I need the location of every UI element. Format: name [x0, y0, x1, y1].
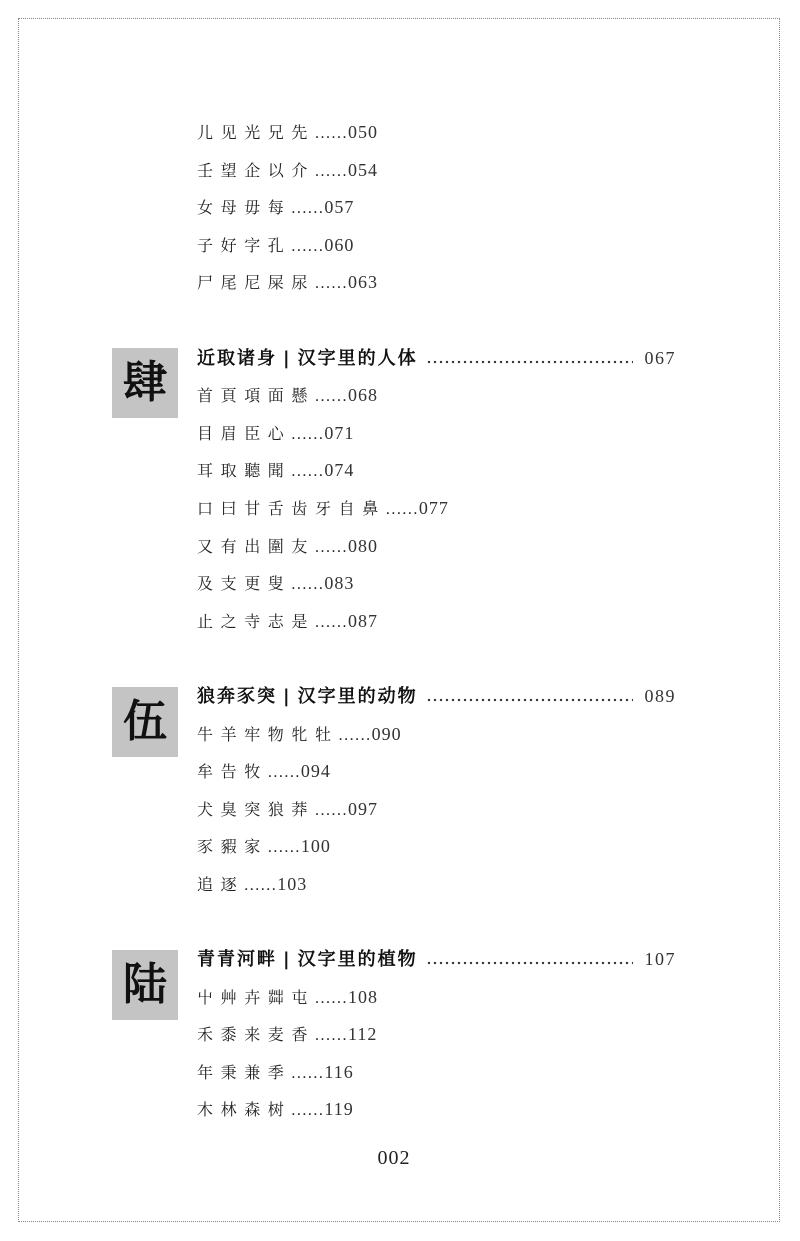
page-number: 002	[377, 1147, 411, 1169]
entry-leader: ......	[315, 388, 349, 406]
toc-section	[123, 340, 697, 641]
section-page-number: 067	[644, 347, 676, 368]
toc-entry	[197, 152, 697, 190]
entry-page-number: 112	[348, 1024, 378, 1045]
entry-leader: ......	[315, 538, 349, 556]
section-numeral: 肆	[123, 357, 167, 409]
toc-entry	[197, 490, 697, 528]
entry-title: 首頁項面懸	[197, 386, 316, 406]
entry-title: 豕豭家	[197, 837, 268, 857]
toc-entry	[197, 227, 697, 265]
entry-title: 禾黍来麦香	[197, 1025, 316, 1045]
entry-title: 及支更叟	[197, 574, 292, 594]
entry-leader: ......	[315, 275, 349, 293]
entry-page-number: 074	[324, 460, 355, 481]
entry-title: 牟告牧	[197, 762, 268, 782]
dot-leader	[426, 941, 633, 979]
title-separator: |	[283, 685, 292, 707]
entry-page-number: 119	[324, 1099, 354, 1120]
toc-entry	[197, 979, 697, 1017]
entry-title: 屮艸卉茻屯	[197, 987, 316, 1007]
entry-leader: ......	[291, 200, 325, 218]
entry-leader: ......	[267, 764, 301, 782]
entry-page-number: 071	[324, 422, 355, 443]
toc-entry	[197, 565, 697, 603]
toc-entry	[197, 716, 697, 754]
section-header	[197, 678, 676, 716]
entry-title: 壬望企以介	[197, 160, 316, 180]
section-page-number: 089	[644, 685, 676, 706]
section-subtitle: 汉字里的动物	[297, 685, 418, 707]
dot-leader	[426, 340, 633, 378]
entry-page-number: 097	[348, 798, 379, 819]
entry-leader: ......	[291, 237, 325, 255]
section-title: 近取诸身	[197, 347, 277, 369]
entry-leader: ......	[338, 726, 372, 744]
section-numeral-box	[112, 687, 178, 757]
section-numeral-box	[112, 950, 178, 1020]
toc-entry	[197, 264, 697, 302]
toc-section	[123, 941, 697, 1129]
lead-entries	[197, 114, 697, 302]
section-page-number: 107	[644, 949, 676, 970]
title-separator: |	[283, 949, 292, 971]
section-title: 青青河畔	[197, 949, 277, 971]
section-header	[197, 941, 676, 979]
toc-entry	[197, 791, 697, 829]
section-subtitle: 汉字里的人体	[297, 347, 418, 369]
entry-page-number: 100	[300, 836, 331, 857]
toc-entry	[197, 114, 697, 152]
entry-page-number: 103	[277, 873, 308, 894]
entry-title: 尸尾尼屎尿	[197, 273, 316, 293]
entry-title: 耳取聽聞	[197, 461, 292, 481]
toc-entry	[197, 528, 697, 566]
entry-leader: ......	[291, 425, 325, 443]
table-of-contents	[123, 114, 697, 1129]
toc-entry	[197, 1016, 697, 1054]
section-numeral: 伍	[123, 695, 167, 747]
entry-page-number: 057	[324, 197, 355, 218]
toc-entry	[197, 189, 697, 227]
entry-title: 目眉臣心	[197, 423, 292, 443]
dot-leader	[426, 678, 633, 716]
entry-title: 口曰甘舌齿牙自鼻	[197, 498, 386, 518]
entry-title: 子好字孔	[197, 235, 292, 255]
entry-leader: ......	[315, 989, 349, 1007]
entry-page-number: 080	[348, 535, 379, 556]
toc-entry	[197, 1054, 697, 1092]
entry-leader: ......	[315, 1027, 349, 1045]
entry-title: 牛羊牢物牝牡	[197, 724, 339, 744]
entry-page-number: 087	[348, 610, 379, 631]
toc-section	[123, 678, 697, 904]
toc-entry	[197, 828, 697, 866]
entry-title: 追逐	[197, 874, 245, 894]
entry-leader: ......	[291, 1064, 325, 1082]
entry-leader: ......	[315, 801, 349, 819]
entry-title: 女母毋每	[197, 198, 292, 218]
entry-leader: ......	[315, 125, 349, 142]
entry-page-number: 090	[371, 723, 402, 744]
entry-page-number: 094	[300, 761, 331, 782]
entry-title: 儿见光兄先	[197, 123, 316, 142]
toc-entry	[197, 603, 697, 641]
entry-leader: ......	[385, 500, 419, 518]
entry-leader: ......	[315, 613, 349, 631]
entry-title: 木林森树	[197, 1100, 292, 1120]
toc-entry	[197, 377, 697, 415]
toc-entry	[197, 1091, 697, 1129]
entry-page-number: 116	[324, 1061, 354, 1082]
toc-entry	[197, 866, 697, 904]
entry-leader: ......	[291, 576, 325, 594]
section-subtitle: 汉字里的植物	[297, 949, 418, 971]
toc-entry	[197, 452, 697, 490]
entry-title: 年秉兼季	[197, 1062, 292, 1082]
entry-title: 止之寺志是	[197, 611, 316, 631]
entry-page-number: 050	[348, 122, 379, 142]
entry-page-number: 060	[324, 234, 355, 255]
section-header	[197, 340, 676, 378]
entry-page-number: 108	[348, 986, 379, 1007]
entry-page-number: 077	[418, 497, 449, 518]
entry-leader: ......	[244, 876, 278, 894]
section-title: 狼奔豕突	[197, 685, 277, 707]
title-separator: |	[283, 347, 292, 369]
entry-leader: ......	[315, 162, 349, 180]
entry-page-number: 063	[348, 272, 379, 293]
toc-sections	[123, 340, 697, 1129]
toc-entry	[197, 753, 697, 791]
section-numeral: 陆	[123, 958, 167, 1010]
entry-page-number: 054	[348, 159, 379, 180]
section-numeral-box	[112, 348, 178, 418]
entry-page-number: 068	[348, 385, 379, 406]
toc-entry	[197, 415, 697, 453]
entry-page-number: 083	[324, 573, 355, 594]
entry-leader: ......	[291, 463, 325, 481]
entry-title: 又有出圍友	[197, 536, 316, 556]
entry-leader: ......	[291, 1102, 325, 1120]
entry-leader: ......	[267, 839, 301, 857]
entry-title: 犬臭突狼莽	[197, 799, 316, 819]
